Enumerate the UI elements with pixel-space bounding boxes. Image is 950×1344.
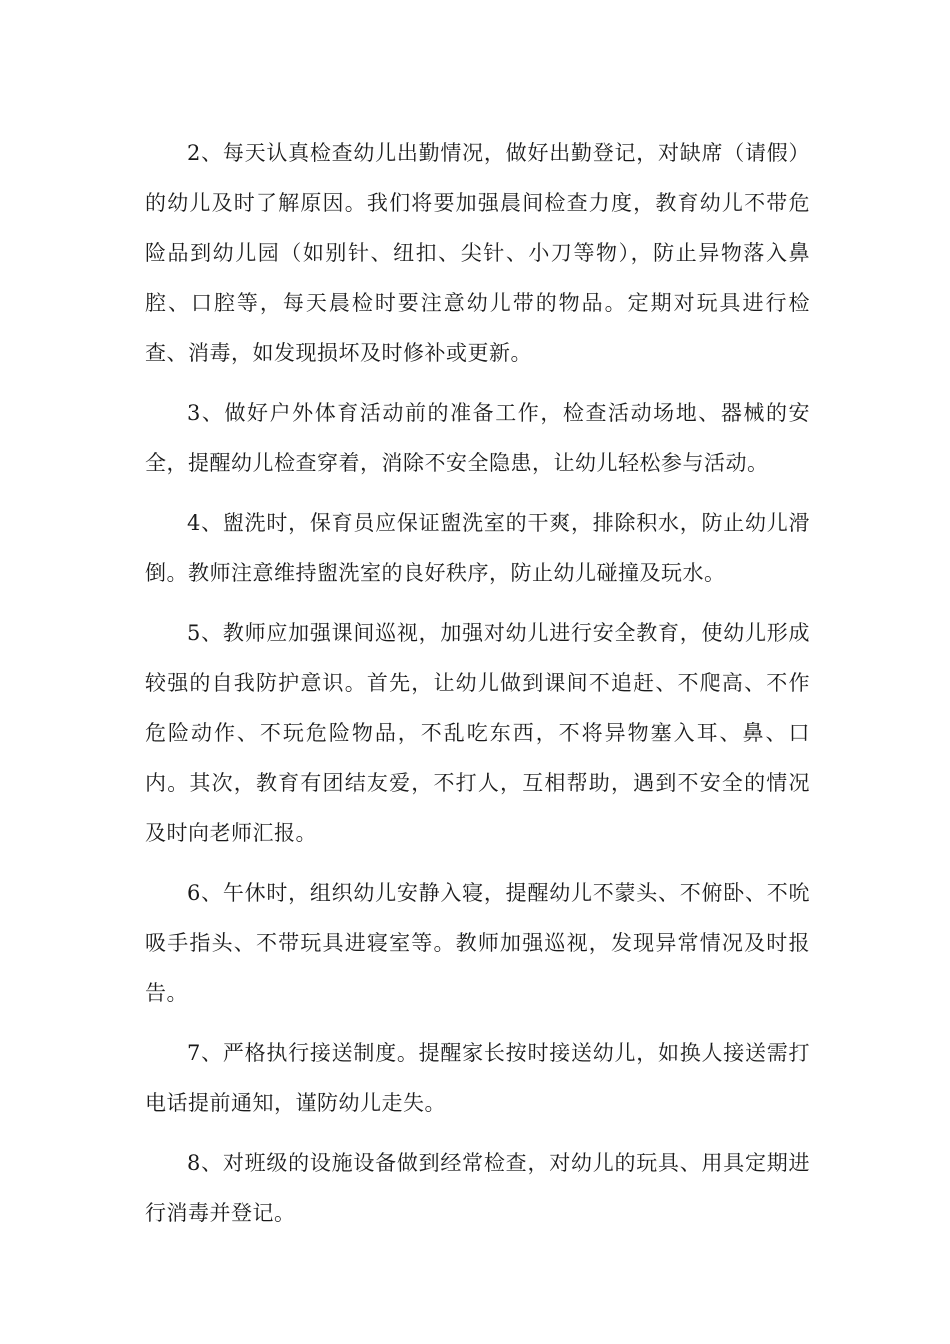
paragraph-item-3: 3、做好户外体育活动前的准备工作，检查活动场地、器械的安全，提醒幼儿检查穿着，消除不安全隐患，让幼儿轻松参与活动。 <box>145 401 810 475</box>
paragraph-item-4: 4、盥洗时，保育员应保证盥洗室的干爽，排除积水，防止幼儿滑倒。教师注意维持盥洗室的良好秩序，防止幼儿碰撞及玩水。 <box>145 511 810 585</box>
paragraph-item-2: 2、每天认真检查幼儿出勤情况，做好出勤登记，对缺席（请假）的幼儿及时了解原因。我们将要加强晨间检查力度，教育幼儿不带危险品到幼儿园（如别针、纽扣、尖针、小刀等物），防止异物落入鼻腔、口腔等，每天晨检时要注意幼儿带的物品。定期对玩具进行检查、消毒，如发现损坏及时修补或更新。 <box>145 141 810 365</box>
paragraph-item-7: 7、严格执行接送制度。提醒家长按时接送幼儿，如换人接送需打电话提前通知，谨防幼儿走失。 <box>145 1041 810 1115</box>
paragraph-item-6: 6、午休时，组织幼儿安静入寝，提醒幼儿不蒙头、不俯卧、不吮吸手指头、不带玩具进寝室等。教师加强巡视，发现异常情况及时报告。 <box>145 881 810 1005</box>
paragraph-item-5: 5、教师应加强课间巡视，加强对幼儿进行安全教育，使幼儿形成较强的自我防护意识。首先，让幼儿做到课间不追赶、不爬高、不作危险动作、不玩危险物品，不乱吃东西，不将异物塞入耳、鼻、口内。其次，教育有团结友爱，不打人，互相帮助，遇到不安全的情况及时向老师汇报。 <box>145 621 810 845</box>
paragraph-item-8: 8、对班级的设施设备做到经常检查，对幼儿的玩具、用具定期进行消毒并登记。 <box>145 1151 810 1225</box>
document-body <box>145 128 810 1248</box>
